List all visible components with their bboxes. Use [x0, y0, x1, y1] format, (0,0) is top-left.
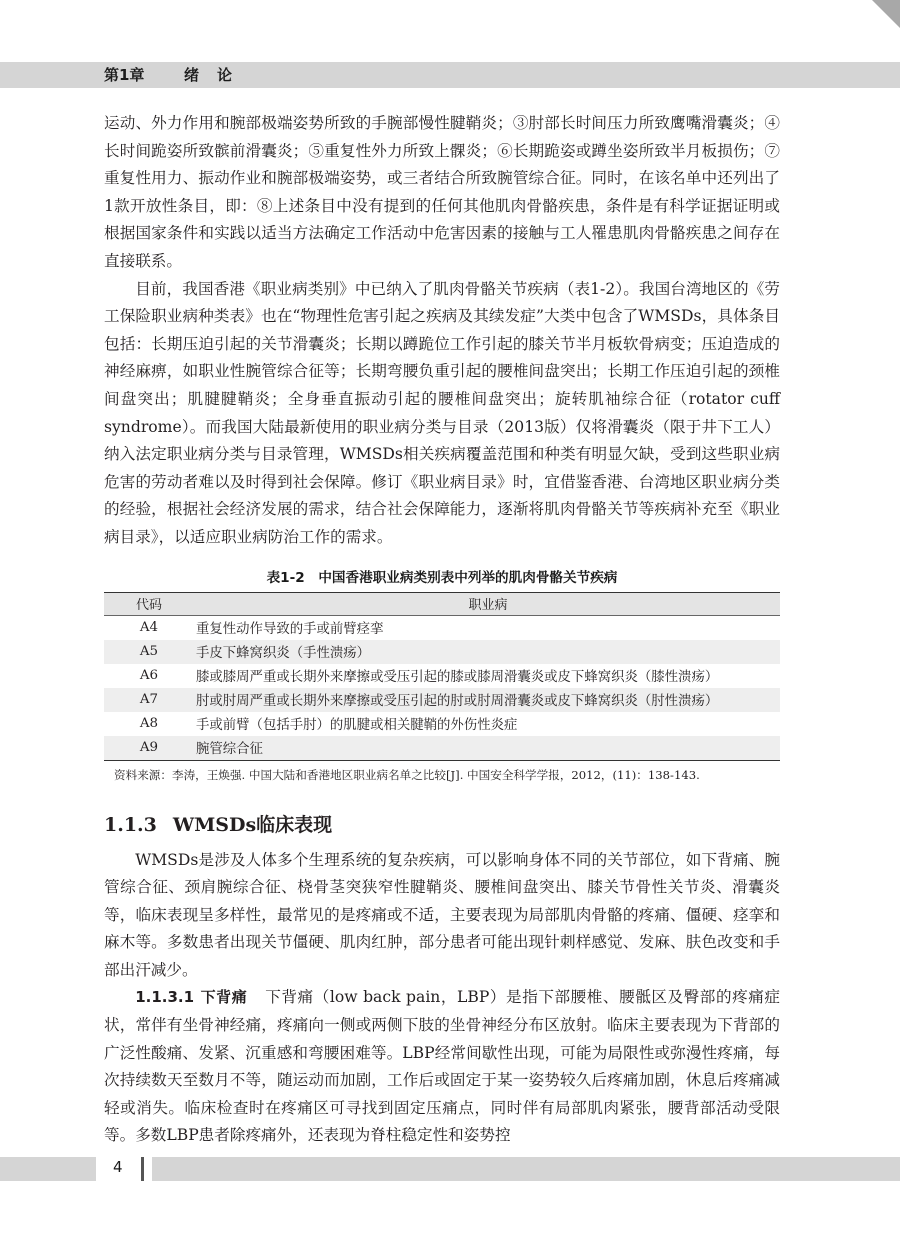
- running-header: [0, 62, 900, 88]
- subsection-number: 1.1.3.1: [135, 988, 195, 1007]
- disease-table: [104, 592, 780, 761]
- corner-mark: [872, 0, 900, 28]
- row-code: A5: [104, 640, 194, 664]
- row-code: A7: [104, 688, 194, 712]
- table-row: [104, 736, 780, 761]
- row-disease: 腕管综合征: [194, 736, 780, 761]
- row-disease: 膝或膝周严重或长期外来摩擦或受压引起的膝或膝周滑囊炎或皮下蜂窝织炎（膝性溃疡）: [196, 670, 719, 685]
- table-caption: 表1-2 中国香港职业病类别表中列举的肌肉骨骼关节疾病: [266, 569, 618, 586]
- table-header-row: [104, 592, 780, 615]
- row-disease: 手或前臂（包括手肘）的肌腱或相关腱鞘的外伤性炎症: [196, 718, 518, 733]
- section-number: 1.1.3: [104, 813, 157, 836]
- column-header-disease: 职业病: [194, 592, 780, 615]
- section-heading: [104, 810, 780, 837]
- chapter-title: 绪论: [184, 66, 251, 84]
- body-paragraph-1: 运动、外力作用和腕部极端姿势所致的手腕部慢性腱鞘炎；③肘部长时间压力所致鹰嘴滑囊炎；④长时间跪姿所致髌前滑囊炎；⑤重复性外力所致上髁炎；⑥长期跪姿或蹲坐姿所致半月板损伤；⑦重复性用力、振动作业和腕部极端姿势，或三者结合所致腕管综合征。同时，在该名单中还列出了1款开放性条目，即：⑧上述条目中没有提到的任何其他肌肉骨骼疾患，条件是有科学证据证明或根据国家条件和实践以适当方法确定工作活动中危害因素的接触与工人罹患肌肉骨骼疾患之间存在直接联系。: [104, 114, 780, 270]
- row-code: A9: [104, 736, 194, 761]
- subsection-text: 下背痛（low back pain，LBP）是指下部腰椎、腰骶区及臀部的疼痛症状，常伴有坐骨神经痛，疼痛向一侧或两侧下肢的坐骨神经分布区放射。临床主要表现为下背部的广泛性酸痛、发紧、沉重感和弯腰困难等。LBP经常间歇性出现，可能为局限性或弥漫性疼痛，每次持续数天至数月不等，随运动而加剧，工作后或固定于某一姿势较久后疼痛加剧，休息后疼痛减轻或消失。临床检查时在疼痛区可寻找到固定压痛点，同时伴有局部肌肉紧张，腰背部活动受限等。多数LBP患者除疼痛外，还表现为脊柱稳定性和姿势控: [104, 988, 780, 1145]
- row-disease: 重复性动作导致的手或前臂痉挛: [196, 622, 384, 637]
- column-header-code: 代码: [104, 592, 194, 615]
- footer-divider: [141, 1157, 144, 1181]
- section-title: WMSDs临床表现: [172, 813, 333, 836]
- footer-band-right: [152, 1157, 900, 1181]
- table-row: [104, 640, 780, 664]
- table-row: [104, 688, 780, 712]
- row-code: A8: [139, 716, 159, 731]
- row-code: A6: [139, 668, 159, 683]
- chapter-label: 第1章: [104, 66, 145, 84]
- subsection-paragraph: [104, 984, 780, 1150]
- table-row: [104, 615, 780, 640]
- page-number: 4: [113, 1158, 123, 1176]
- row-code: A4: [139, 620, 159, 635]
- footer-band-left: [0, 1157, 96, 1181]
- table-row: [104, 712, 780, 736]
- row-disease: 手皮下蜂窝织炎（手性溃疡）: [194, 640, 780, 664]
- subsection-title: 下背痛: [200, 988, 248, 1007]
- table-source-note: 资料来源：李涛，王焕强. 中国大陆和香港地区职业病名单之比较[J]. 中国安全科学学报，2012，(11)：138-143.: [114, 767, 700, 782]
- body-paragraph-2: 目前，我国香港《职业病类别》中已纳入了肌肉骨骼关节疾病（表1-2）。我国台湾地区的《劳工保险职业病种类表》也在“物理性危害引起之疾病及其续发症”大类中包含了WMSDs，具体条目包括：长期压迫引起的关节滑囊炎；长期以蹲跪位工作引起的膝关节半月板软骨病变；压迫造成的神经麻痹，如职业性腕管综合征等；长期弯腰负重引起的腰椎间盘突出；长期工作压迫引起的颈椎间盘突出；肌腱腱鞘炎；全身垂直振动引起的腰椎间盘突出；旋转肌袖综合征（rotator cuff syndrome）。而我国大陆最新使用的职业病分类与目录（2013版）仅将滑囊炎（限于井下工人）纳入法定职业病分类与目录管理，WMSDs相关疾病覆盖范围和种类有明显欠缺，受到这些职业病危害的劳动者难以及时得到社会保障。修订《职业病目录》时，宜借鉴香港、台湾地区职业病分类的经验，根据社会经济发展的需求，结合社会保障能力，逐渐将肌肉骨骼关节等疾病补充至《职业病目录》，以适应职业病防治工作的需求。: [104, 279, 780, 546]
- section-paragraph-1: WMSDs是涉及人体多个生理系统的复杂疾病，可以影响身体不同的关节部位，如下背痛、腕管综合征、颈肩腕综合征、桡骨茎突狭窄性腱鞘炎、腰椎间盘突出、膝关节骨性关节炎、滑囊炎等，临床表现呈多样性，最常见的是疼痛或不适，主要表现为局部肌肉骨骼的疼痛、僵硬、痉挛和麻木等。多数患者出现关节僵硬、肌肉红肿，部分患者可能出现针刺样感觉、发麻、肤色改变和手部出汗减少。: [104, 850, 780, 979]
- table-row: [104, 664, 780, 688]
- row-disease: 肘或肘周严重或长期外来摩擦或受压引起的肘或肘周滑囊炎或皮下蜂窝织炎（肘性溃疡）: [194, 688, 780, 712]
- page-content: [104, 110, 780, 1150]
